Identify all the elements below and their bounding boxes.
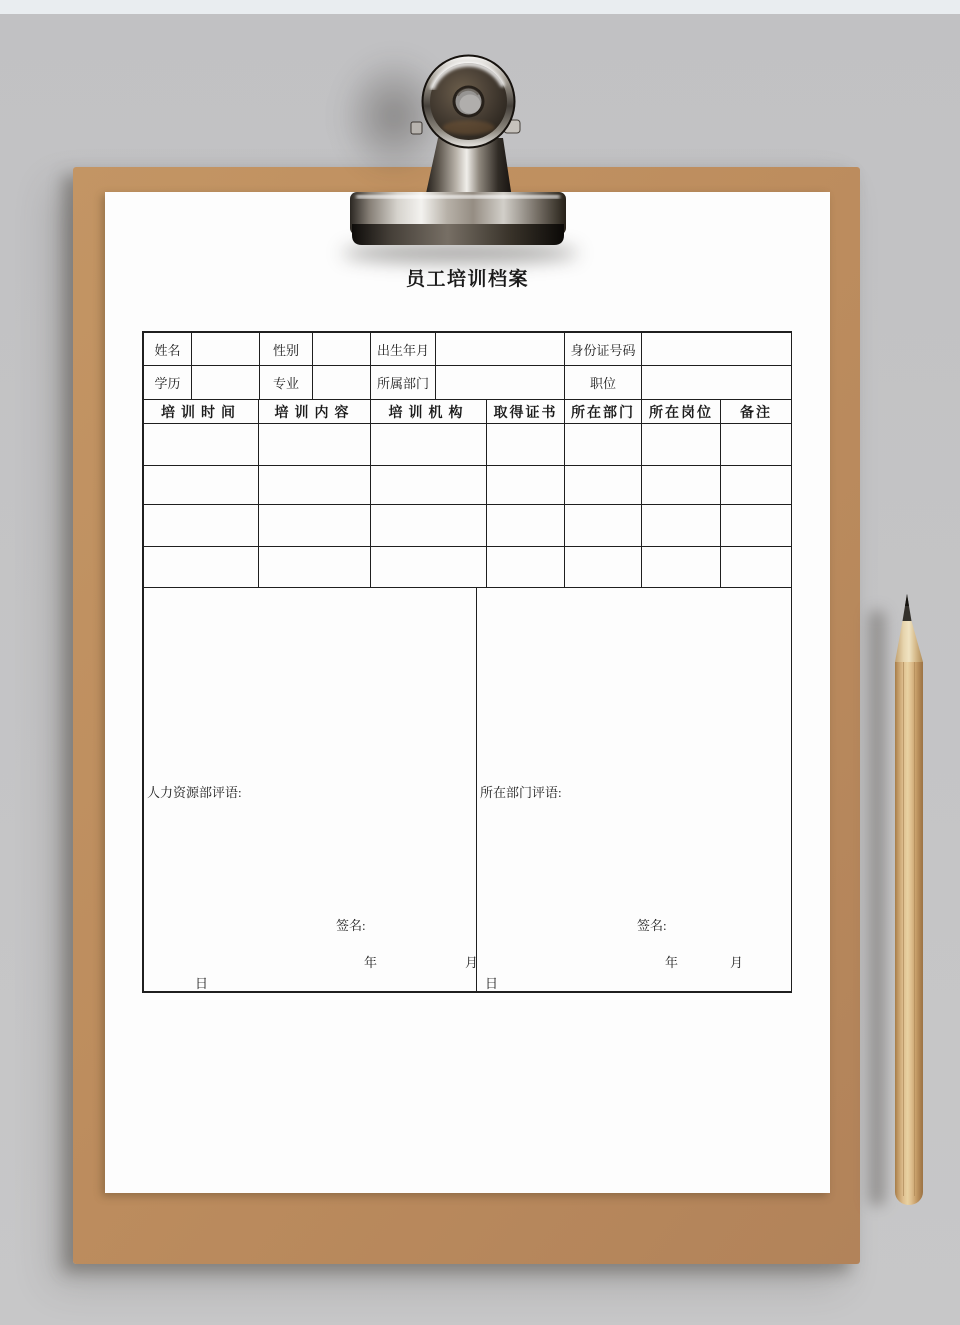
- empty-cell: [144, 466, 259, 505]
- dept-month-label: 月: [730, 955, 744, 970]
- top-wall-strip: [0, 0, 960, 14]
- table-row: [144, 424, 792, 466]
- empty-cell: [371, 466, 487, 505]
- clip-screw-left: [411, 122, 422, 134]
- header-certificate: 取得证书: [487, 400, 565, 424]
- pencil-sharpened-cone: [895, 621, 923, 662]
- dept-day-label: 日: [485, 976, 499, 991]
- empty-cell: [259, 505, 371, 547]
- empty-cell: [144, 547, 259, 588]
- hr-comments-cell: [144, 588, 477, 992]
- table-row: [144, 505, 792, 547]
- department-value-cell: [436, 366, 565, 400]
- empty-cell: [721, 466, 792, 505]
- hr-year-label: 年: [364, 955, 378, 970]
- pencil-shadow: [869, 610, 885, 1206]
- hr-signature-label: 签名:: [336, 918, 366, 933]
- gender-label: 性别: [260, 333, 313, 366]
- paper: [105, 192, 830, 1193]
- empty-cell: [259, 547, 371, 588]
- empty-cell: [642, 424, 721, 466]
- header-training-content: 培训内容: [259, 400, 371, 424]
- id-number-label: 身份证号码: [565, 333, 642, 366]
- dept-comments-label: 所在部门评语:: [480, 784, 562, 800]
- empty-cell: [642, 547, 721, 588]
- name-label: 姓名: [144, 333, 192, 366]
- hr-comments-label: 人力资源部评语:: [147, 784, 242, 800]
- major-label: 专业: [260, 366, 313, 400]
- header-training-time: 培训时间: [144, 400, 259, 424]
- education-label: 学历: [144, 366, 192, 400]
- binder-clip: [348, 46, 576, 252]
- dept-comments-cell: [477, 588, 792, 992]
- empty-cell: [487, 505, 565, 547]
- position-value-cell: [642, 366, 792, 400]
- empty-cell: [565, 466, 642, 505]
- training-records-table: [143, 399, 792, 588]
- training-header-row: [144, 400, 792, 424]
- pencil-tip-point: [905, 594, 909, 606]
- header-training-institution: 培训机构: [371, 400, 487, 424]
- empty-cell: [565, 505, 642, 547]
- empty-cell: [371, 424, 487, 466]
- pencil-body: [895, 662, 923, 1205]
- empty-cell: [487, 466, 565, 505]
- department-label: 所属部门: [371, 366, 436, 400]
- id-number-value-cell: [642, 333, 792, 366]
- empty-cell: [487, 547, 565, 588]
- hr-day-label: 日: [195, 976, 209, 991]
- name-value-cell: [192, 333, 260, 366]
- clip-bar-highlight: [356, 195, 560, 199]
- empty-cell: [259, 424, 371, 466]
- table-row: [144, 333, 792, 366]
- empty-cell: [565, 547, 642, 588]
- table-row: [144, 588, 792, 992]
- dept-signature-label: 签名:: [637, 918, 667, 933]
- comments-table: [143, 587, 792, 992]
- empty-cell: [144, 505, 259, 547]
- empty-cell: [371, 505, 487, 547]
- clip-bar-lip: [352, 224, 564, 245]
- gender-value-cell: [313, 333, 371, 366]
- education-value-cell: [192, 366, 260, 400]
- pencil: [884, 588, 930, 1216]
- empty-cell: [487, 424, 565, 466]
- dept-year-label: 年: [665, 955, 679, 970]
- major-value-cell: [313, 366, 371, 400]
- page-title: 员工培训档案: [405, 269, 529, 290]
- header-remarks: 备注: [721, 400, 792, 424]
- form-table: [143, 332, 791, 992]
- empty-cell: [721, 424, 792, 466]
- empty-cell: [371, 547, 487, 588]
- empty-cell: [642, 466, 721, 505]
- table-row: [144, 366, 792, 400]
- birth-label: 出生年月: [371, 333, 436, 366]
- empty-cell: [259, 466, 371, 505]
- empty-cell: [144, 424, 259, 466]
- hr-month-label: 月: [465, 955, 479, 970]
- empty-cell: [565, 424, 642, 466]
- position-label: 职位: [565, 366, 642, 400]
- clip-spring-circle: [422, 55, 516, 149]
- personal-info-table: [143, 332, 792, 400]
- empty-cell: [721, 505, 792, 547]
- table-row: [144, 466, 792, 505]
- birth-value-cell: [436, 333, 565, 366]
- empty-cell: [721, 547, 792, 588]
- table-row: [144, 547, 792, 588]
- empty-cell: [642, 505, 721, 547]
- header-post: 所在岗位: [642, 400, 721, 424]
- header-department: 所在部门: [565, 400, 642, 424]
